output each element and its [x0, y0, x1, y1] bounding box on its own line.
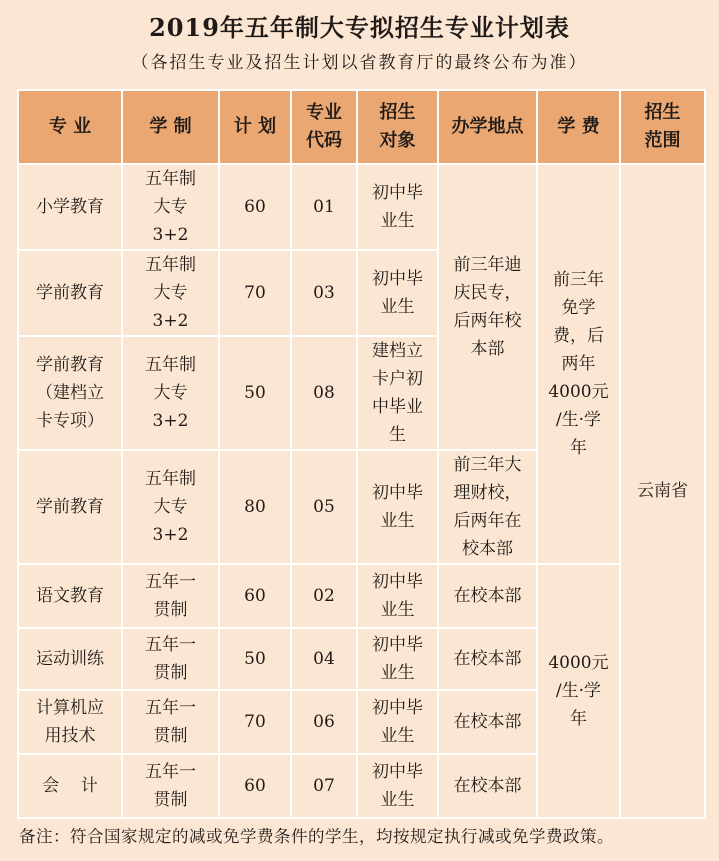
cell-code: 07: [291, 754, 357, 818]
header-scope: 招生 范围: [620, 90, 705, 164]
cell-major: 语文教育: [18, 564, 122, 628]
cell-plan: 60: [219, 754, 291, 818]
cell-target: 初中毕 业生: [357, 450, 438, 564]
cell-major: 学前教育 （建档立 卡专项）: [18, 336, 122, 450]
cell-target: 初中毕 业生: [357, 690, 438, 754]
cell-code: 01: [291, 164, 357, 250]
cell-system: 五年制 大专 3+2: [122, 250, 219, 336]
cell-plan: 50: [219, 628, 291, 690]
cell-code: 02: [291, 564, 357, 628]
cell-major: 运动训练: [18, 628, 122, 690]
header-system: 学 制: [122, 90, 219, 164]
cell-plan: 60: [219, 164, 291, 250]
cell-location-diqing: 前三年迪 庆民专， 后两年校 本部: [438, 164, 537, 450]
cell-target: 初中毕 业生: [357, 250, 438, 336]
cell-major: 计算机应 用技术: [18, 690, 122, 754]
cell-scope: 云南省: [620, 164, 705, 818]
cell-code: 03: [291, 250, 357, 336]
cell-code: 04: [291, 628, 357, 690]
cell-target: 初中毕 业生: [357, 628, 438, 690]
cell-system: 五年一 贯制: [122, 628, 219, 690]
header-plan: 计 划: [219, 90, 291, 164]
cell-system: 五年制 大专 3+2: [122, 164, 219, 250]
cell-system: 五年一 贯制: [122, 754, 219, 818]
cell-target: 初中毕 业生: [357, 164, 438, 250]
header-location: 办学地点: [438, 90, 537, 164]
cell-plan: 60: [219, 564, 291, 628]
cell-code: 06: [291, 690, 357, 754]
cell-major: 小学教育: [18, 164, 122, 250]
cell-location-dali: 前三年大 理财校， 后两年在 校本部: [438, 450, 537, 564]
cell-location: 在校本部: [438, 628, 537, 690]
cell-plan: 80: [219, 450, 291, 564]
page-subtitle: （各招生专业及招生计划以省教育厅的最终公布为准）: [131, 53, 588, 73]
cell-major: 学前教育: [18, 250, 122, 336]
header-target: 招生 对象: [357, 90, 438, 164]
table-row: [18, 564, 705, 628]
page-title: 2019年五年制大专拟招生专业计划表: [149, 13, 570, 42]
cell-code: 08: [291, 336, 357, 450]
cell-location: 在校本部: [438, 564, 537, 628]
cell-location: 在校本部: [438, 690, 537, 754]
cell-plan: 70: [219, 250, 291, 336]
cell-fee-paid: 4000元 /生·学 年: [537, 564, 620, 818]
cell-system: 五年一 贯制: [122, 690, 219, 754]
cell-target: 初中毕 业生: [357, 564, 438, 628]
cell-code: 05: [291, 450, 357, 564]
cell-system: 五年制 大专 3+2: [122, 336, 219, 450]
header-major: 专 业: [18, 90, 122, 164]
table-header-row: [18, 90, 705, 164]
cell-location: 在校本部: [438, 754, 537, 818]
table-row: [18, 164, 705, 250]
cell-system: 五年制 大专 3+2: [122, 450, 219, 564]
footnote: 备注：符合国家规定的减或免学费条件的学生，均按规定执行减或免学费政策。: [19, 827, 614, 846]
cell-system: 五年一 贯制: [122, 564, 219, 628]
cell-plan: 70: [219, 690, 291, 754]
cell-major: 学前教育: [18, 450, 122, 564]
cell-major: 会 计: [18, 754, 122, 818]
enrollment-plan-table: [17, 89, 706, 819]
cell-plan: 50: [219, 336, 291, 450]
cell-target: 初中毕 业生: [357, 754, 438, 818]
header-fee: 学 费: [537, 90, 620, 164]
cell-fee-free: 前三年 免学 费，后 两年 4000元 /生·学 年: [537, 164, 620, 564]
header-code: 专业 代码: [291, 90, 357, 164]
cell-target: 建档立 卡户初 中毕业 生: [357, 336, 438, 450]
